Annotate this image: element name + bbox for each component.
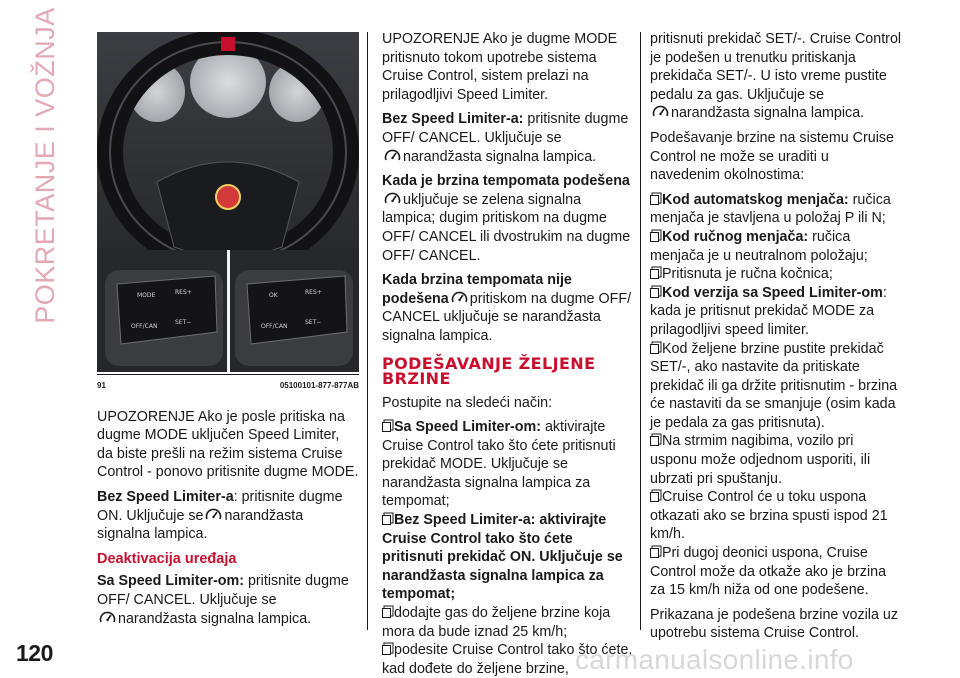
bold-label: Sa Speed Limiter-om: [97, 573, 244, 590]
bullet-icon [650, 344, 659, 354]
bullet-icon [382, 645, 391, 655]
text: narandžasta signalna lampica. [97, 507, 304, 543]
figure-label-offcan: OFF/CAN [131, 323, 158, 330]
text: aktivirajte Cruise Control tako što ćete pritisnuti prekidač MODE. Uključuje se narandžasta signalna lampica za tempomat; [382, 419, 616, 510]
list-item [650, 544, 902, 600]
bold-label: Kod ručnog menjača: [662, 228, 809, 245]
paragraph [97, 572, 359, 628]
text: dodajte gas do željene brzine koja mora da bude iznad 25 km/h; [382, 605, 611, 640]
bold-label: Kod verzija sa Speed Limiter-om [662, 284, 883, 301]
text: podesite Cruise Control tako što ćete, kad dođete do željene brzine, [382, 642, 633, 677]
list-item [650, 488, 902, 544]
bullet-icon [382, 608, 391, 618]
paragraph [382, 172, 634, 265]
list-item [650, 228, 902, 265]
figure-label-set-2: SET− [305, 319, 322, 326]
text: pritisnite dugme OFF/ CANCEL. Uključuje se [97, 573, 349, 608]
text: Pritisnuta je ručna kočnica; [662, 266, 833, 283]
figure-label-offcan-2: OFF/CAN [261, 323, 288, 330]
steering-wheel-illustration [97, 32, 359, 372]
list-item [650, 191, 902, 228]
cruise-control-icon [451, 291, 468, 304]
figure-caption [97, 374, 359, 396]
bold-label: Kod automatskog menjača: [662, 191, 849, 208]
cruise-control-icon [384, 192, 401, 205]
bullet-icon [650, 492, 659, 502]
text: Cruise Control će u toku uspona otkazati ako se brzina spusti ispod 21 km/h. [650, 489, 888, 543]
text: Na strmim nagibima, vozilo pri usponu može odjednom usporiti, ili ubrzati pri spuštanju. [650, 433, 871, 487]
bold-label: Kada brzina tempomata nije podešena [382, 272, 572, 307]
text: ručica menjača je u neutralnom položaju; [650, 228, 868, 264]
text: uključuje se zelena signalna lampica; dugim pritiskom na dugme OFF/ CANCEL ili dvostrukim na dugme OFF/ CANCEL. [382, 191, 631, 264]
figure-label-set: SET− [175, 319, 192, 326]
list-item [650, 265, 902, 284]
text: ručica menjača je stavljena u položaj P ili N; [650, 191, 891, 227]
paragraph [382, 271, 634, 345]
bullet-icon [650, 288, 659, 298]
column-1 [97, 32, 359, 634]
paragraph: Postupite na sledeći način: [382, 394, 553, 411]
bold-label: Sa Speed Limiter-om: [394, 419, 541, 436]
column-2 [382, 30, 634, 678]
paragraph: Podešavanje brzine na sistemu Cruise Control ne može se uraditi u navedenim okolnostima: [650, 129, 894, 184]
list-item [650, 432, 902, 488]
cruise-control-icon [652, 105, 669, 118]
page-number: 120 [16, 640, 53, 666]
bullet-icon [650, 195, 659, 205]
text: : kada je pritisnut prekidač MODE za prilagodljivi speed limiter. [650, 284, 887, 338]
bullet-icon [382, 515, 391, 525]
paragraph [382, 110, 634, 166]
text: Kod željene brzine pustite prekidač SET/-, ako nastavite da pritiskate prekidač ili ga držite pritisnutim - brzina će nastaviti da se smanjuje (osim kada je pedala za gas pritisnuta). [650, 340, 898, 431]
column-divider [640, 32, 641, 630]
paragraph: UPOZORENJE Ako je dugme MODE pritisnuto tokom upotrebe sistema Cruise Control, sistem prelazi na prilagodljivi Speed Limiter. [382, 31, 618, 103]
paragraph: UPOZORENJE Ako je posle pritiska na dugme MODE uključen Speed Limiter, da biste prešli na režim sistema Cruise Control - ponovo pritisnite dugme MODE. [97, 408, 359, 481]
text: pritisnuti prekidač SET/-. Cruise Control je podešen u trenutku pritiskanja prekidača SET/-. U isto vreme pustite pedalu za gas. Uključuje se [650, 31, 902, 103]
cruise-control-icon [205, 508, 222, 521]
chapter-title [10, 6, 80, 324]
paragraph [97, 488, 359, 544]
figure-code: 05100101-877-877AB [279, 381, 359, 390]
list-item [650, 340, 902, 433]
text: pritisnite dugme OFF/ CANCEL. Uključuje se [382, 111, 629, 146]
bullet-icon [650, 232, 659, 242]
subheading-deactivation: Deaktivacija uređaja [97, 550, 237, 567]
chapter-title-text: POKRETANJE I VOŽNJA [29, 6, 60, 324]
figure-label-ok: OK [269, 292, 278, 299]
text: : pritisnite dugme ON. Uključuje se [97, 488, 343, 524]
list-item [382, 604, 634, 641]
text: pritiskom na dugme OFF/ CANCEL uključuje se narandžasta signalna lampica. [382, 290, 632, 344]
text: narandžasta signalna lampica. [671, 105, 865, 122]
bold-label: Kada je brzina tempomata podešena [382, 173, 630, 190]
column-3 [650, 30, 902, 649]
figure-label-mode: MODE [137, 292, 156, 299]
cruise-control-icon [99, 611, 116, 624]
list-item [382, 511, 634, 604]
text: narandžasta signalna lampica. [118, 610, 312, 627]
list-item [382, 418, 634, 511]
text: Pri dugoj deonici uspona, Cruise Control može da otkaže ako je brzina za 15 km/h niža od one podešene. [650, 545, 887, 599]
footer-watermark: carmanualsonline.info [575, 644, 854, 675]
bullet-icon [382, 422, 391, 432]
bold-label: Bez Speed Limiter-a: [382, 111, 524, 128]
bullet-icon [650, 548, 659, 558]
bullet-icon [650, 436, 659, 446]
figure-label-res-2: RES+ [305, 289, 322, 296]
column-divider [367, 32, 368, 630]
figure-label-res: RES+ [175, 289, 192, 296]
cruise-control-icon [384, 149, 401, 162]
list-item [650, 284, 902, 340]
paragraph [650, 30, 902, 123]
text: narandžasta signalna lampica. [403, 148, 597, 165]
section-title: PODEŠAVANJE ŽELJENE BRZINE [382, 353, 596, 388]
bold-label: Bez Speed Limiter-a [97, 488, 234, 505]
figure-number: 91 [97, 381, 106, 390]
steering-wheel-figure [97, 32, 359, 372]
paragraph: Prikazana je podešena brzine vozila uz upotrebu sistema Cruise Control. [650, 606, 898, 642]
bullet-icon [650, 269, 659, 279]
bold-label: Bez Speed Limiter-a: aktivirajte Cruise Control tako što ćete pritisnuti prekidač ON. Uključuje se narandžasta signalna lampica za tempomat; [382, 512, 623, 603]
